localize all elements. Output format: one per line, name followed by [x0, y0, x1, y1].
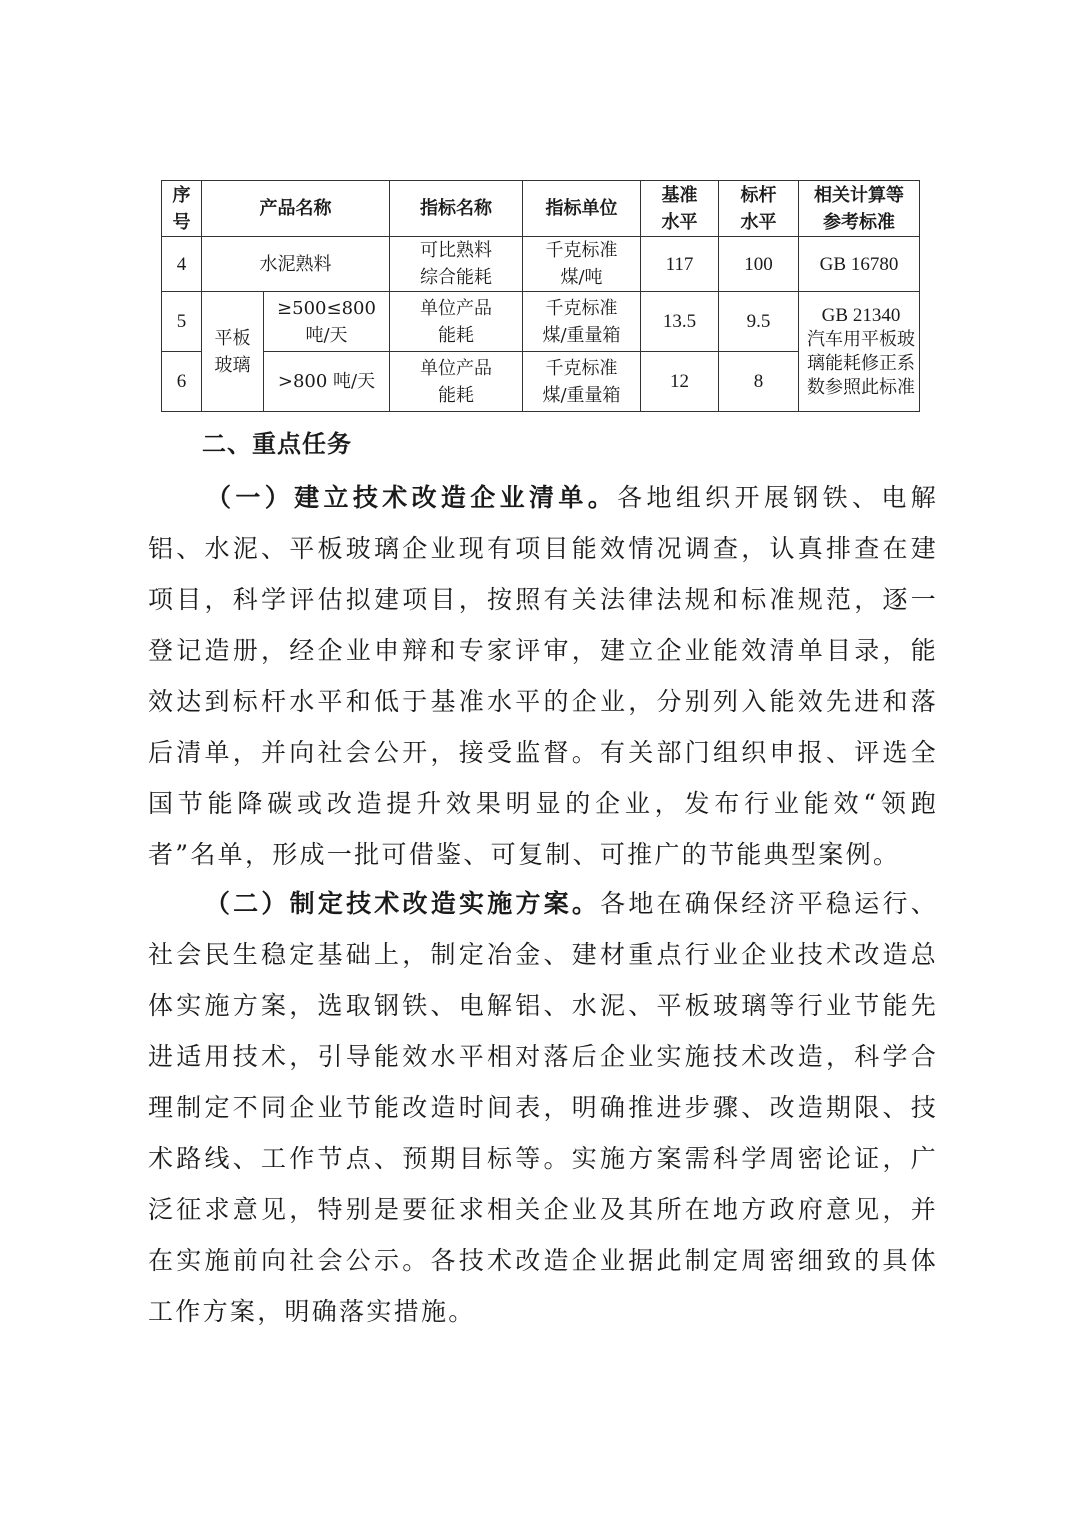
- cell-unit: 千克标准 煤/重量箱: [523, 352, 641, 412]
- cell-product: 水泥熟料: [202, 237, 390, 292]
- table-row: [162, 292, 920, 352]
- cell-product-sub: ≥500≤800 吨/天: [264, 292, 390, 352]
- table-header-row: [162, 181, 920, 237]
- cell-benchmark: 9.5: [719, 292, 799, 352]
- paragraph-implementation-plan: [148, 878, 938, 1337]
- paragraph-lead: （一）建立技术改造企业清单。: [204, 483, 618, 512]
- header-indicator: 指标名称: [390, 181, 523, 237]
- cell-product-group: 平板 玻璃: [202, 292, 264, 412]
- cell-indicator: 可比熟料 综合能耗: [390, 237, 523, 292]
- cell-reference: GB 16780: [799, 237, 920, 292]
- cell-benchmark: 100: [719, 237, 799, 292]
- cell-reference-shared: [799, 292, 920, 412]
- header-reference: 相关计算等 参考标准: [799, 181, 920, 237]
- header-product: 产品名称: [202, 181, 390, 237]
- header-seq: 序 号: [162, 181, 202, 237]
- header-unit: 指标单位: [523, 181, 641, 237]
- cell-product-sub: >800 吨/天: [264, 352, 390, 412]
- cell-baseline: 13.5: [641, 292, 719, 352]
- paragraph-body: 各地在确保经济平稳运行、社会民生稳定基础上，制定冶金、建材重点行业企业技术改造总体实施方案，选取钢铁、电解铝、水泥、平板玻璃等行业节能先进适用技术，引导能效水平相对落后企业实施技术改造，科学合理制定不同企业节能改造时间表，明确推进步骤、改造期限、技术路线、工作节点、预期目标等。实施方案需科学周密论证，广泛征求意见，特别是要征求相关企业及其所在地方政府意见，并在实施前向社会公示。各技术改造企业据此制定周密细致的具体工作方案，明确落实措施。: [148, 889, 938, 1326]
- cell-baseline: 117: [641, 237, 719, 292]
- header-benchmark: 标杆 水平: [719, 181, 799, 237]
- energy-standards-table: [161, 180, 920, 412]
- reference-code: GB 21340: [821, 304, 901, 326]
- cell-seq: 5: [162, 292, 202, 352]
- cell-unit: 千克标准 煤/重量箱: [523, 292, 641, 352]
- paragraph-body: 各地组织开展钢铁、电解铝、水泥、平板玻璃企业现有项目能效情况调查，认真排查在建项目，科学评估拟建项目，按照有关法律法规和标准规范，逐一登记造册，经企业申辩和专家评审，建立企业能效清单目录，能效达到标杆水平和低于基准水平的企业，分别列入能效先进和落后清单，并向社会公开，接受监督。有关部门组织申报、评选全国节能降碳或改造提升效果明显的企业，发布行业能效“领跑者”名单，形成一批可借鉴、可复制、可推广的节能典型案例。: [148, 483, 938, 869]
- cell-unit: 千克标准 煤/吨: [523, 237, 641, 292]
- paragraph-establish-list: [148, 472, 938, 880]
- cell-baseline: 12: [641, 352, 719, 412]
- cell-indicator: 单位产品 能耗: [390, 352, 523, 412]
- cell-seq: 6: [162, 352, 202, 412]
- reference-note: 汽车用平板玻璃能耗修正系数参照此标准: [807, 328, 915, 398]
- cell-benchmark: 8: [719, 352, 799, 412]
- header-baseline: 基准 水平: [641, 181, 719, 237]
- table-row: [162, 237, 920, 292]
- section-heading: 二、重点任务: [202, 430, 352, 458]
- cell-indicator: 单位产品 能耗: [390, 292, 523, 352]
- cell-seq: 4: [162, 237, 202, 292]
- paragraph-lead: （二）制定技术改造实施方案。: [204, 889, 601, 918]
